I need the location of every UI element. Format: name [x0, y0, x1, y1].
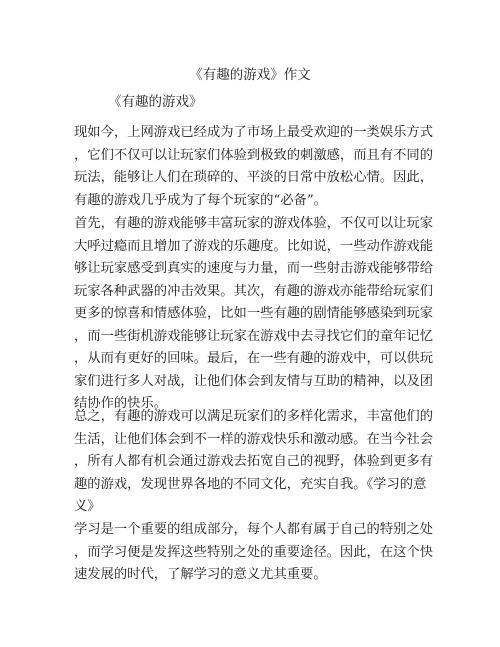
- paragraph-4: [74, 519, 434, 587]
- paragraph-line: 有趣的游戏几乎成为了每个玩家的“必备”。: [74, 192, 327, 208]
- paragraph-line: 趣的游戏，发现世界各地的不同文化，充实自我。《学习的意: [74, 476, 427, 492]
- paragraph-line: 结协作的快乐。: [74, 396, 168, 411]
- paragraph-line: 学习是一个重要的组成部分，每个人都有属于自己的特别之处: [74, 522, 434, 537]
- document-subtitle: 《有趣的游戏》: [108, 94, 203, 110]
- paragraph-line: ，所有人都有机会通过游戏去拓宽自己的视野，体验到更多有: [74, 454, 434, 469]
- paragraph-line: ，从而有更好的回味。最后，在一些有趣的游戏中，可以供玩: [74, 351, 434, 366]
- paragraph-line: 玩法，能够让人们在琐碎的、平淡的日常中放松心情。因此，: [74, 170, 434, 185]
- paragraph-line: ，它们不仅可以让玩家们体验到极致的刺激感，而且有不同的: [74, 147, 434, 163]
- paragraph-line: 生活，让他们体会到不一样的游戏快乐和激动感。在当今社会: [74, 431, 434, 447]
- paragraph-line: 大呼过瘾而且增加了游戏的乐趣度。比如说，一些动作游戏能: [74, 238, 434, 254]
- paragraph-line: 总之，有趣的游戏可以满足玩家们的多样化需求，丰富他们的: [74, 409, 434, 424]
- paragraph-line: 更多的惊喜和情感体验，比如一些有趣的剧情能够感染到玩家: [74, 306, 434, 321]
- paragraph-2: [74, 213, 434, 416]
- paragraph-line: 玩家各种武器的冲击效果。其次，有趣的游戏亦能带给玩家们: [74, 283, 434, 299]
- paragraph-line: ，而一些街机游戏能够让玩家在游戏中去寻找它们的童年记忆: [74, 328, 434, 344]
- paragraph-line: 现如今，上网游戏已经成为了市场上最受欢迎的一类娱乐方式: [74, 125, 434, 140]
- paragraph-line: 首先，有趣的游戏能够丰富玩家的游戏体验，不仅可以让玩家: [74, 216, 434, 231]
- paragraph-1: [74, 122, 434, 212]
- paragraph-line: 义》: [74, 499, 101, 514]
- paragraph-line: ，而学习便是发挥这些特别之处的重要途径。因此，在这个快: [74, 544, 434, 560]
- paragraph-line: 速发展的时代，了解学习的意义尤其重要。: [74, 567, 327, 582]
- paragraph-line: 够让玩家感受到真实的速度与力量，而一些射击游戏能够带给: [74, 261, 434, 276]
- paragraph-line: 家们进行多人对战，让他们体会到友情与互助的精神，以及团: [74, 373, 434, 389]
- document-title: 《有趣的游戏》作文: [189, 67, 311, 83]
- paragraph-3: [74, 406, 434, 519]
